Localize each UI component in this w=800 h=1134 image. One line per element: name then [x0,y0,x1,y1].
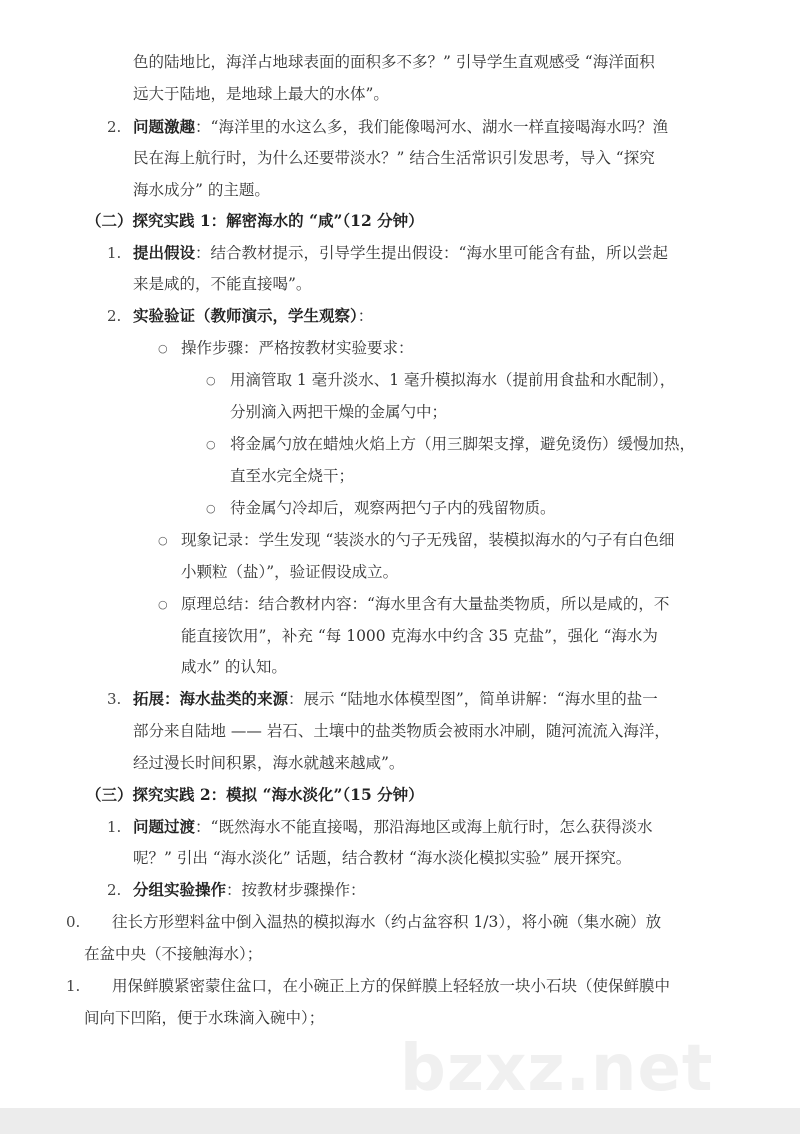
text-line: 待金属勺冷却后，观察两把勺子内的残留物质。 [230,499,556,517]
text-line: 原理总结：结合教材内容：“海水里含有大量盐类物质，所以是咸的，不 [181,595,670,613]
list-item [133,817,652,837]
circle-bullet-icon: ○ [158,534,168,547]
list-number: 2. [107,118,122,136]
text: ：展示 “陆地水体模型图”，简单讲解：“海水里的盐一 [288,690,658,708]
list-number: 2. [107,307,122,325]
item-title: 问题激趣 [133,117,196,136]
watermark: bzxz.net [400,1032,714,1106]
text-line: 将金属勺放在蜡烛火焰上方（用三脚架支撑，避免烫伤）缓慢加热， [230,435,696,453]
text-line: 操作步骤：严格按教材实验要求： [181,339,414,357]
list-item [133,306,373,326]
text-line: 用滴管取 1 毫升淡水、1 毫升模拟海水（提前用食盐和水配制）， [230,371,676,389]
list-number: 1. [66,977,81,995]
text-line: 直至水完全烧干； [230,467,355,485]
list-number: 3. [107,690,122,708]
list-number: 1. [107,244,122,262]
text-line: 分别滴入两把干燥的金属勺中； [230,403,448,421]
item-title: 分组实验操作 [133,880,227,899]
text-line: 海水成分” 的主题。 [133,181,270,199]
section-heading: （三）探究实践 2：模拟 “海水淡化”（15 分钟） [86,785,424,804]
item-title: 问题过渡 [133,817,196,836]
item-title: 拓展：海水盐类的来源 [133,689,289,708]
text: ：结合教材提示，引导学生提出假设：“海水里可能含有盐，所以尝起 [195,244,668,262]
text: ： [357,307,374,325]
circle-bullet-icon: ○ [206,502,216,515]
list-number: 1. [107,818,122,836]
text-line: 经过漫长时间积累，海水就越来越咸”。 [133,754,405,772]
list-number: 2. [107,881,122,899]
text-line: 呢？” 引出 “海水淡化” 话题，结合教材 “海水淡化模拟实验” 展开探究。 [133,849,632,867]
text: ：“既然海水不能直接喝，那沿海地区或海上航行时，怎么获得淡水 [195,818,653,836]
text-line: 远大于陆地，是地球上最大的水体”。 [133,85,389,103]
text-line: 部分来自陆地 —— 岩石、土壤中的盐类物质会被雨水冲刷，随河流流入海洋， [133,722,670,740]
list-number: 0. [66,913,81,931]
list-item [133,243,668,263]
circle-bullet-icon: ○ [158,598,168,611]
text-line: 咸水” 的认知。 [181,658,287,676]
text-line: 间向下凹陷，便于水珠滴入碗中）； [84,1009,325,1027]
text-line: 能直接饮用”，补充 “每 1000 克海水中约含 35 克盐”，强化 “海水为 [181,627,658,645]
text: ：“海洋里的水这么多，我们能像喝河水、湖水一样直接喝海水吗？渔 [195,118,668,136]
circle-bullet-icon: ○ [206,438,216,451]
text-line: 小颗粒（盐）”，验证假设成立。 [181,563,399,581]
item-title: 实验验证（教师演示，学生观察） [133,306,358,325]
text-line: 在盆中央（不接触海水）； [84,945,263,963]
list-item [133,689,658,709]
section-heading: （二）探究实践 1：解密海水的 “咸”（12 分钟） [86,211,424,230]
text-line: 往长方形塑料盆中倒入温热的模拟海水（约占盆容积 1/3），将小碗（集水碗）放 [112,913,662,931]
item-title: 提出假设 [133,243,196,262]
text-line: 民在海上航行时，为什么还要带淡水？” 结合生活常识引发思考，导入 “探究 [133,149,655,167]
text-line: 来是咸的，不能直接喝”。 [133,275,312,293]
text-line: 用保鲜膜紧密蒙住盆口，在小碗正上方的保鲜膜上轻轻放一块小石块（使保鲜膜中 [112,977,671,995]
text: ：按教材步骤操作： [226,881,366,899]
text-line: 现象记录：学生发现 “装淡水的勺子无残留，装模拟海水的勺子有白色细 [181,531,675,549]
page-gap [0,1108,800,1134]
text-line: 色的陆地比，海洋占地球表面的面积多不多？” 引导学生直观感受 “海洋面积 [133,53,655,71]
list-item [133,880,366,900]
circle-bullet-icon: ○ [158,342,168,355]
list-item [133,117,668,137]
circle-bullet-icon: ○ [206,374,216,387]
